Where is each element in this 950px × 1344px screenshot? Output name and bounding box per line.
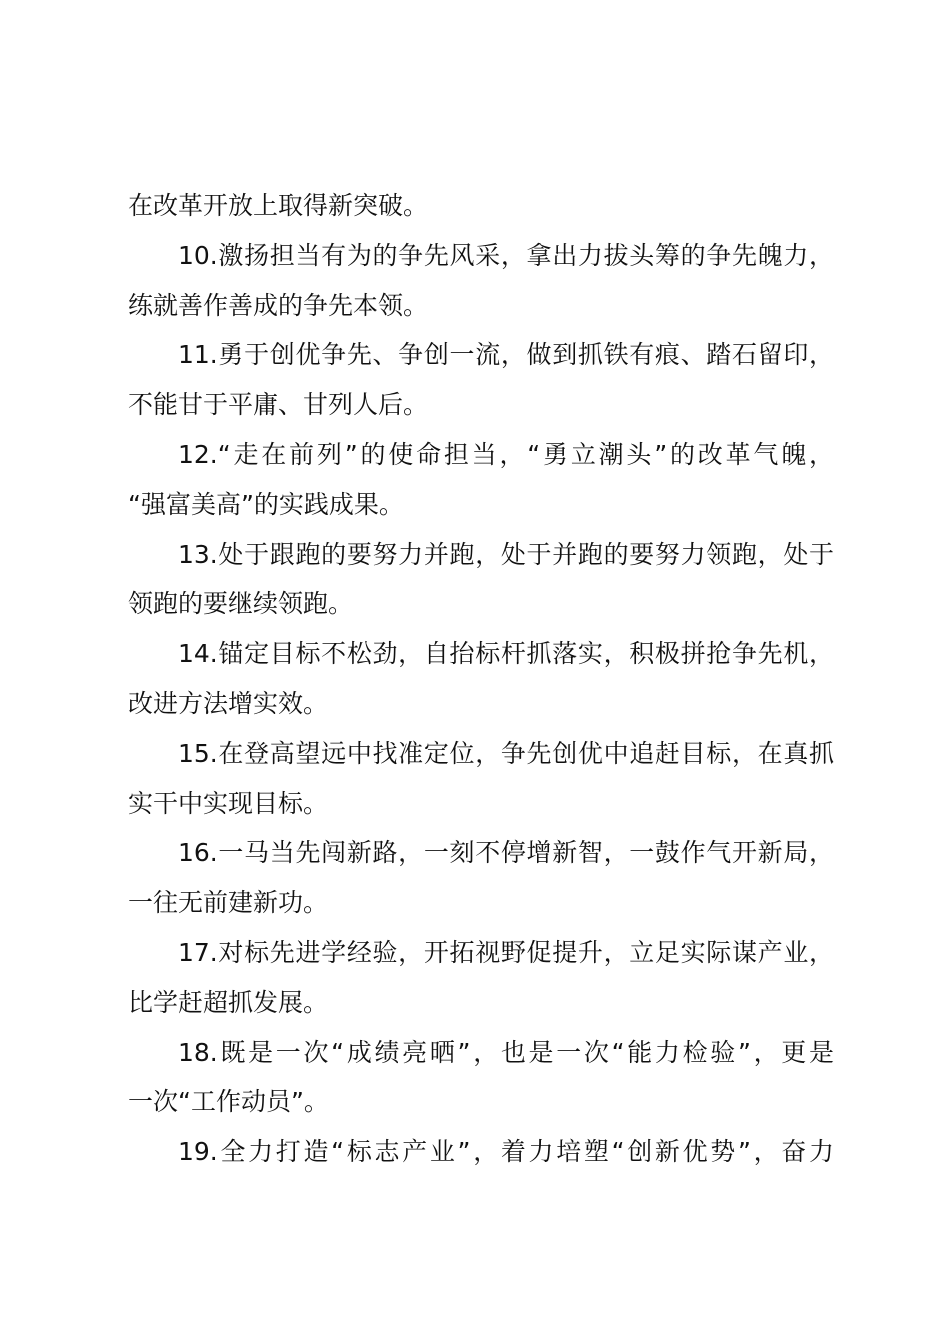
text-line: 17.对标先进学经验，开拓视野促提升，立足实际谋产业， bbox=[178, 937, 834, 967]
text-line: 12.“走在前列”的使命担当，“勇立潮头”的改革气魄， bbox=[178, 439, 834, 469]
text-line: 改进方法增实效。 bbox=[128, 688, 329, 718]
document-body bbox=[128, 181, 834, 1177]
text-line: 11.勇于创优争先、争创一流，做到抓铁有痕、踏石留印， bbox=[178, 340, 834, 370]
text-line: 13.处于跟跑的要努力并跑，处于并跑的要努力领跑，处于 bbox=[178, 539, 834, 569]
text-line: 16.一马当先闯新路，一刻不停增新智，一鼓作气开新局， bbox=[178, 838, 834, 868]
text-line: “强富美高”的实践成果。 bbox=[128, 489, 404, 519]
text-line: 15.在登高望远中找准定位，争先创优中追赶目标，在真抓 bbox=[178, 738, 834, 768]
text-line: 19.全力打造“标志产业”，着力培塑“创新优势”，奋力 bbox=[178, 1137, 834, 1167]
text-line: 14.锚定目标不松劲，自抬标杆抓落实，积极拼抢争先机， bbox=[178, 639, 834, 669]
text-line: 10.激扬担当有为的争先风采，拿出力拔头筹的争先魄力， bbox=[178, 240, 834, 270]
text-line: 不能甘于平庸、甘列人后。 bbox=[128, 390, 429, 420]
text-line: 一往无前建新功。 bbox=[128, 888, 329, 918]
text-line: 18.既是一次“成绩亮晒”，也是一次“能力检验”，更是 bbox=[178, 1037, 834, 1067]
text-line: 一次“工作动员”。 bbox=[128, 1087, 329, 1117]
text-line: 比学赶超抓发展。 bbox=[128, 987, 329, 1017]
text-line: 练就善作善成的争先本领。 bbox=[128, 290, 429, 320]
text-line: 实干中实现目标。 bbox=[128, 788, 329, 818]
text-line: 领跑的要继续领跑。 bbox=[128, 589, 354, 619]
text-line: 在改革开放上取得新突破。 bbox=[128, 191, 429, 220]
